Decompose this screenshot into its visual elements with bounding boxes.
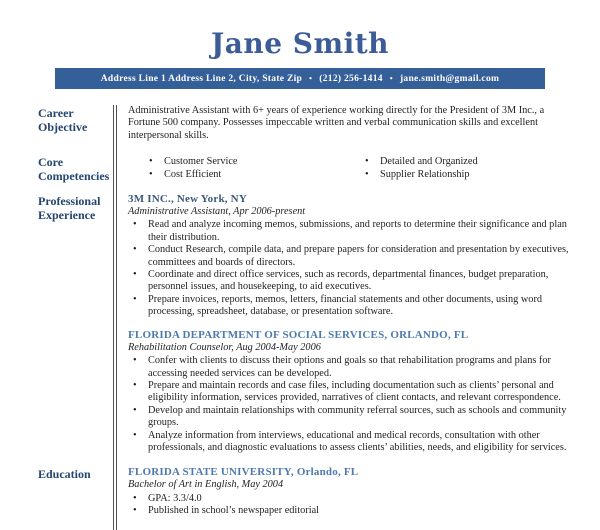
job-company: FLORIDA DEPARTMENT OF SOCIAL SERVICES, ORLANDO, FL [128,328,469,341]
section-content-education [113,466,600,529]
competency-item: • Supplier Relationship [360,169,576,181]
job-bullet-list [128,219,576,318]
education-bullet: • GPA: 3.3/4.0 [128,493,576,505]
resume-page [0,28,600,528]
competency-item: • Detailed and Organized [360,156,576,168]
section-content-professional-experience [113,193,600,466]
section-label-career-objective: Career Objective [38,106,88,134]
job-bullet-list [128,355,576,454]
job-bullet: • Analyze information from interviews, educational and medical records, consultation with other professionals, and diagnostic evaluations to assess clients’ abilities, needs, and eligibility for services. [128,430,576,455]
contact-address: Address Line 1 Address Line 2, City, State Zip [100,73,303,84]
section-label-professional-experience: Professional Experience [38,194,101,223]
education-bullet: • Published in school’s newspaper editorial [128,505,576,517]
education-degree: Bachelor of Art in English, May 2004 [128,479,284,491]
job-title: Rehabilitation Counselor, Aug 2004-May 2006 [128,341,321,353]
competency-item: • Cost Efficient [144,169,360,181]
job-company: 3M INC., New York, NY [128,193,247,206]
job-bullet: • Prepare and maintain records and case files, including documentation such as clients’ personal and eligibility information, services provided, narratives of client contacts, and relevant correspondence. [128,380,576,405]
contact-separator: • [389,73,393,83]
career-objective-text: Administrative Assistant with 6+ years of experience working directly for the President of 3M Inc., a Fortune 500 company. Possesses impeccable written and verbal communication skills and excellent interpersonal skills. [128,105,545,141]
job-bullet: • Conduct Research, compile data, and prepare papers for consideration and presentation by executives, committees and boards of directors. [128,244,576,269]
resume-body [0,105,600,530]
contact-phone: (212) 256-1414 [319,73,383,84]
job-bullet: • Develop and maintain relationships with community referral sources, such as schools and community groups. [128,405,576,430]
person-name: Jane Smith [210,27,390,60]
education-bullet-list [128,493,576,518]
competencies-list [128,156,576,181]
section-label-core-competencies: Core Competencies [38,155,110,184]
job-entry [128,329,576,455]
contact-bar [55,68,545,89]
section-content-career-objective [113,105,600,154]
job-bullet: • Confer with clients to discuss their options and goals so that rehabilitation programs and plans for accessing needed services can be developed. [128,355,576,380]
education-school: FLORIDA STATE UNIVERSITY, Orlando, FL [128,466,359,479]
job-bullet: • Coordinate and direct office services, such as records, departmental finances, budget preparation, personnel issues, and housekeeping, to aid executives. [128,269,576,294]
job-bullet: • Read and analyze incoming memos, submissions, and reports to determine their significance and plan their distribution. [128,219,576,244]
job-title: Administrative Assistant, Apr 2006-present [128,206,306,218]
section-content-core-competencies [113,154,600,193]
competency-item: • Customer Service [144,156,360,168]
contact-email: jane.smith@gmail.com [399,73,500,84]
job-entry [128,193,576,319]
contact-separator: • [309,73,313,83]
job-bullet: • Prepare invoices, reports, memos, letters, financial statements and other documents, using word processing, spreadsheet, database, or presentation software. [128,294,576,319]
section-label-education: Education [38,467,91,482]
